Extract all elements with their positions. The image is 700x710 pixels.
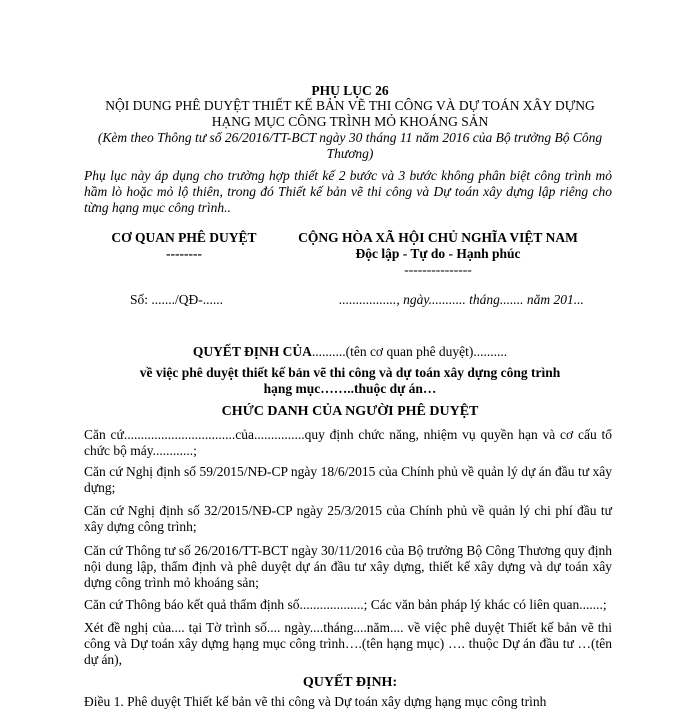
document-number: Số: ......./QĐ-...... — [130, 292, 224, 307]
attachment-note-line1: (Kèm theo Thông tư số 26/2016/TT-BCT ngày 30 tháng 11 năm 2016 của Bộ trưởng Bộ Công — [97, 130, 603, 145]
decision-title-rest: ..........(tên cơ quan phê duyệt).......... — [311, 344, 508, 359]
agency-rule: -------- — [166, 246, 202, 261]
consideration-paragraph: Xét đề nghị của.... tại Tờ trình số.... ngày....tháng....năm.... về việc phê duyệt Thiết kế bản vẽ thi công và Dự toán xây dựng hạng mục công trình….(tên hạng mục) …. thuộc Dự án đầu tư …(tên dự án), — [84, 620, 612, 667]
article-1-partial: Điều 1. Phê duyệt Thiết kế bản vẽ thi công và Dự toán xây dựng hạng mục công trình — [84, 694, 547, 709]
approver-title: CHỨC DANH CỦA NGƯỜI PHÊ DUYỆT — [221, 404, 479, 419]
legal-basis-3: Căn cứ Nghị định số 32/2015/NĐ-CP ngày 25/3/2015 của Chính phủ về quản lý chi phí đầu tư xây dựng công trình; — [84, 503, 612, 534]
appendix-title-line2: HẠNG MỤC CÔNG TRÌNH MỎ KHOÁNG SẢN — [211, 114, 489, 129]
scope-paragraph: Phụ lục này áp dụng cho trường hợp thiết kế 2 bước và 3 bước không phân biệt công trình mỏ hầm lò hoặc mỏ lộ thiên, trong đó Thiết kế bản vẽ thi công và Dự toán xây dựng lập riêng cho từng hạng mục công trình.. — [84, 168, 612, 215]
decides-heading: QUYẾT ĐỊNH: — [302, 675, 398, 690]
issue-date: ................., ngày........... tháng....... năm 201... — [339, 292, 584, 307]
legal-basis-5: Căn cứ Thông báo kết quả thẩm định số...................; Các văn bản pháp lý khác có liên quan.......; — [84, 597, 607, 612]
legal-basis-1: Căn cứ.................................của...............quy định chức năng, nhiệm vụ quyền hạn và cơ cấu tổ chức bộ máy............; — [84, 427, 612, 458]
national-motto: Độc lập - Tự do - Hạnh phúc — [355, 246, 521, 261]
decision-title-bold: QUYẾT ĐỊNH CỦA — [192, 344, 312, 359]
decision-subject-line2: hạng mục……..thuộc dự án… — [263, 381, 437, 396]
appendix-number: PHỤ LỤC 26 — [311, 83, 389, 98]
attachment-note-line2: Thương) — [326, 146, 374, 161]
decision-title — [0, 344, 700, 360]
motto-rule: --------------- — [404, 262, 472, 277]
decision-subject-line1: về việc phê duyệt thiết kế bản vẽ thi công và dự toán xây dựng công trình — [139, 365, 561, 380]
approving-agency: CƠ QUAN PHÊ DUYỆT — [111, 230, 257, 245]
legal-basis-4: Căn cứ Thông tư số 26/2016/TT-BCT ngày 30/11/2016 của Bộ trưởng Bộ Công Thương quy định nội dung lập, thẩm định và phê duyệt dự án đầu tư xây dựng, thiết kế xây dựng và dự toán xây dựng công trình mỏ khoáng sản; — [84, 543, 612, 590]
appendix-title-line1: NỘI DUNG PHÊ DUYỆT THIẾT KẾ BẢN VẼ THI CÔNG VÀ DỰ TOÁN XÂY DỰNG — [105, 98, 595, 113]
country-name: CỘNG HÒA XÃ HỘI CHỦ NGHĨA VIỆT NAM — [298, 230, 578, 245]
legal-basis-2: Căn cứ Nghị định số 59/2015/NĐ-CP ngày 18/6/2015 của Chính phủ về quản lý dự án đầu tư xây dựng; — [84, 464, 612, 495]
